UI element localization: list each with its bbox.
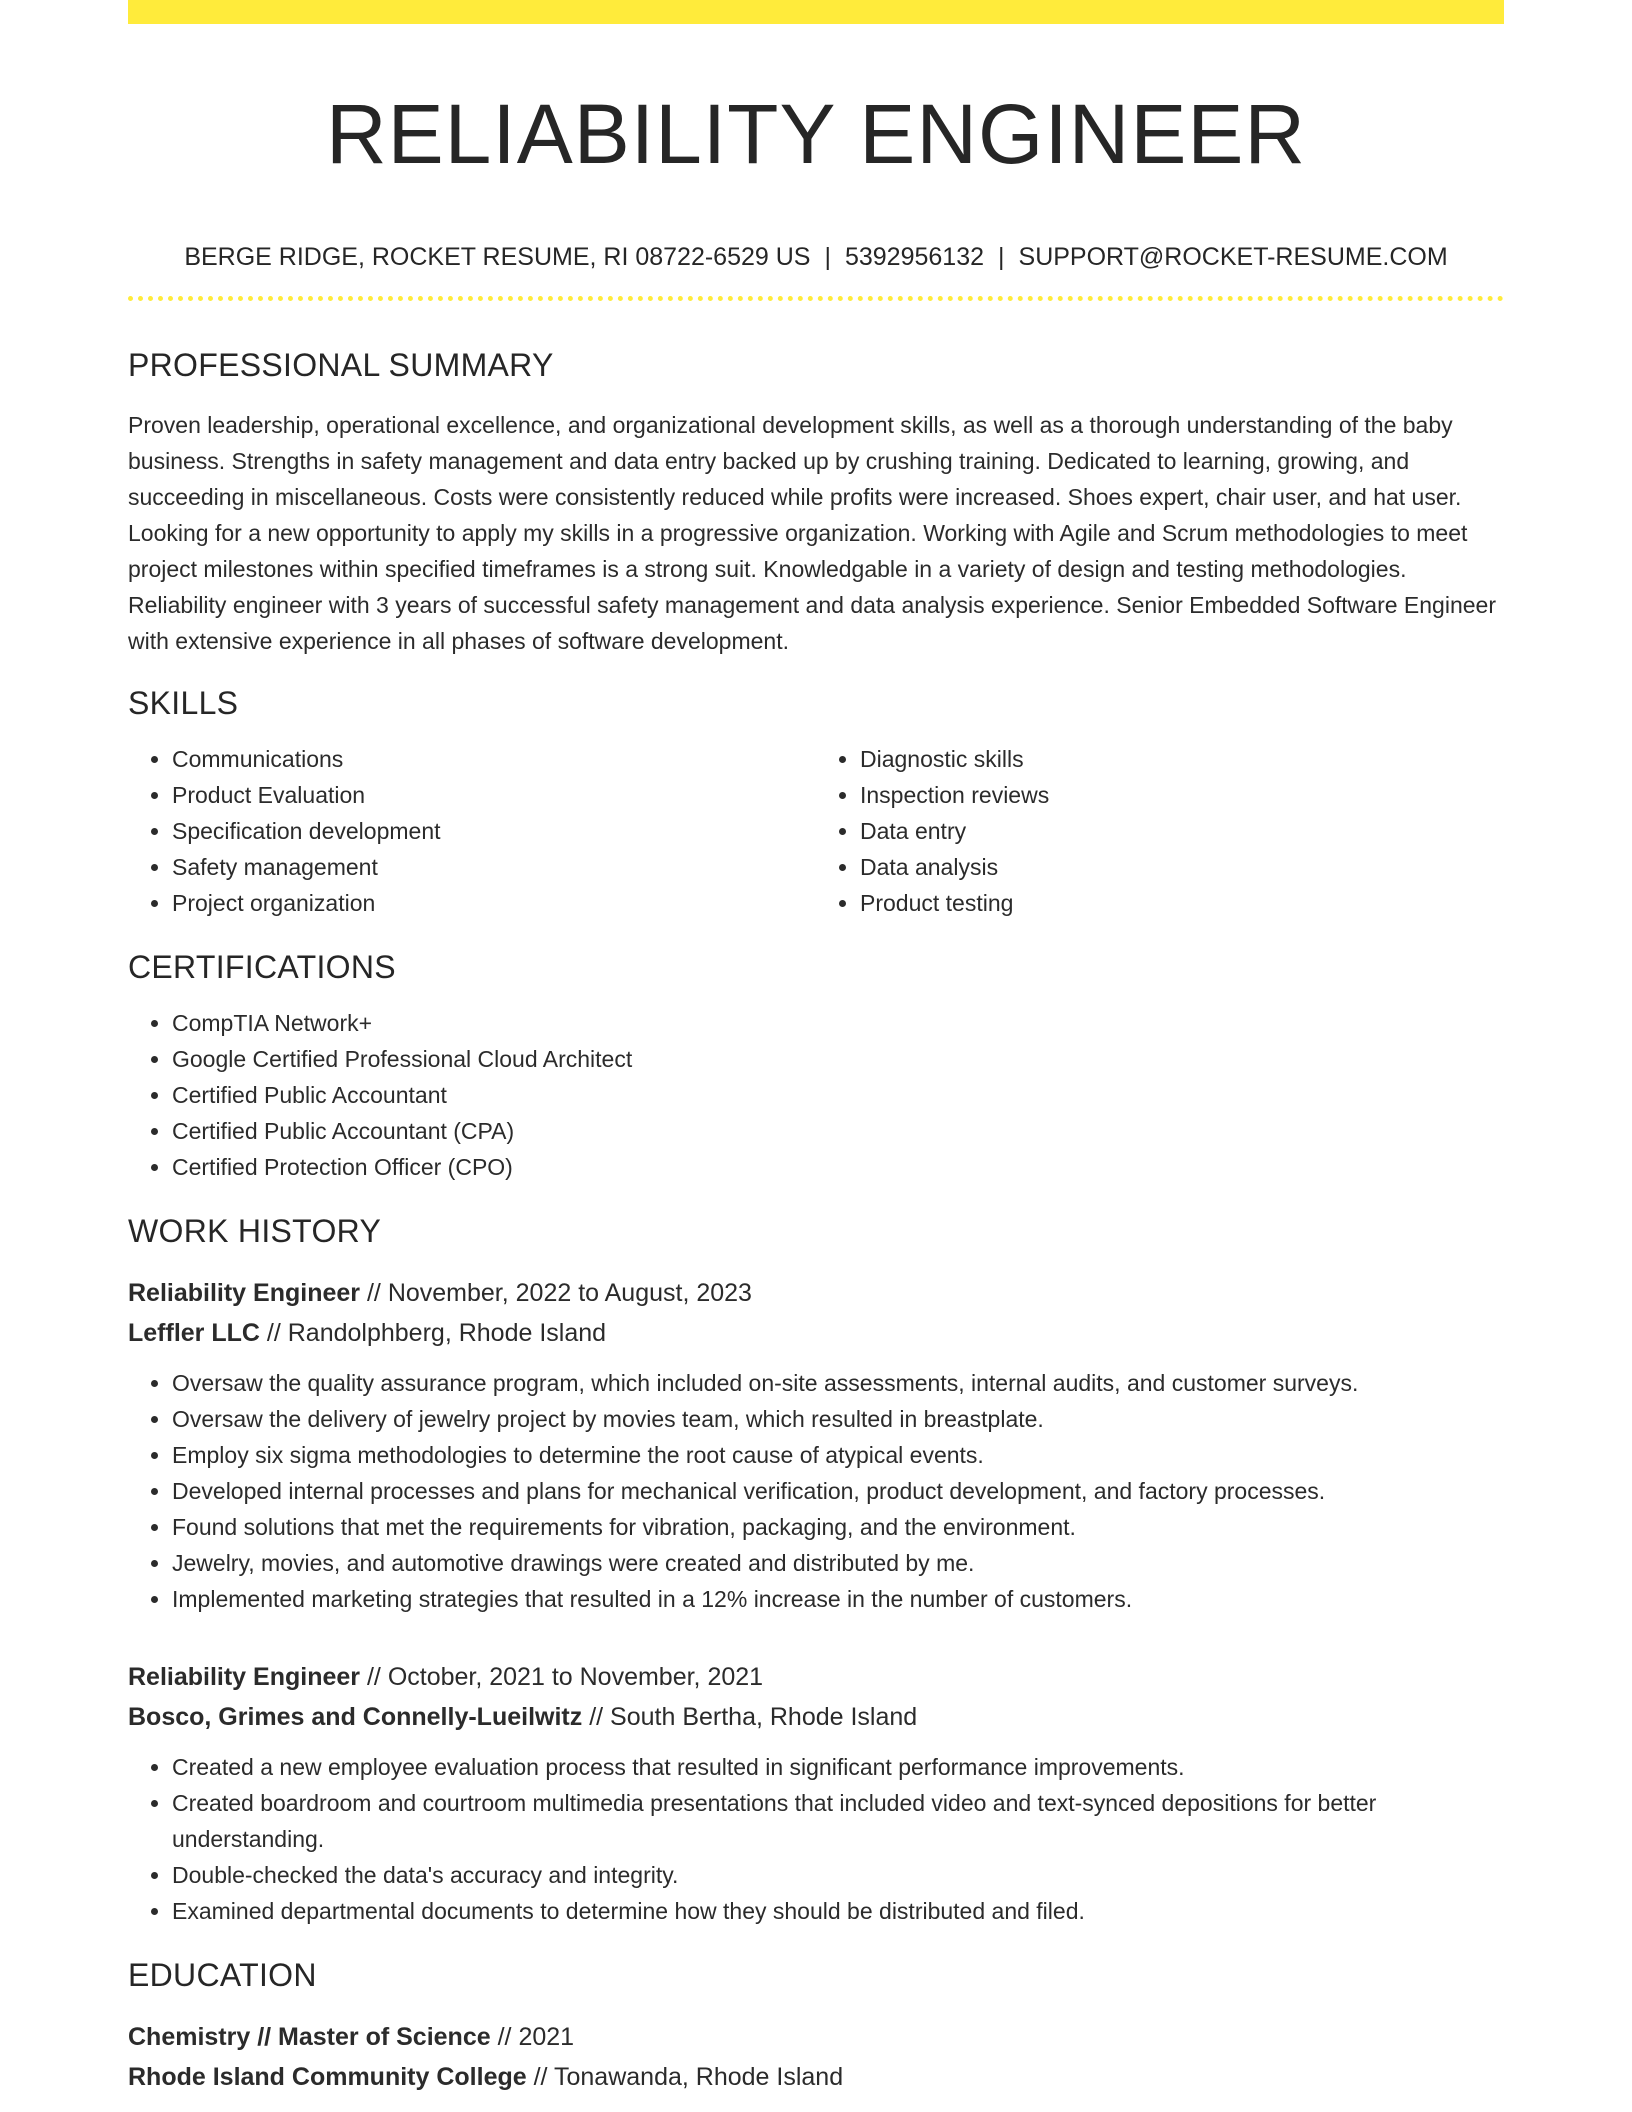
education-entry [128,2017,1504,2097]
job-bullet: • Double-checked the data's accuracy and integrity. [172,1857,1504,1893]
job-bullet: • Oversaw the delivery of jewelry project by movies team, which resulted in breastplate. [172,1401,1504,1437]
job-company: Bosco, Grimes and Connelly-Lueilwitz [128,1703,583,1731]
job-bullets [128,1749,1504,1929]
certification-item: • Google Certified Professional Cloud Architect [172,1041,1504,1077]
skill-item: • Project organization [172,885,816,921]
contact-address: BERGE RIDGE, ROCKET RESUME, RI 08722-6529 US [184,243,811,271]
job-bullet: • Jewelry, movies, and automotive drawings were created and distributed by me. [172,1545,1504,1581]
certifications-heading: CERTIFICATIONS [128,949,396,985]
job-bullet: • Oversaw the quality assurance program, which included on-site assessments, internal audits, and customer surveys. [172,1365,1504,1401]
job-bullet: • Found solutions that met the requirements for vibration, packaging, and the environment. [172,1509,1504,1545]
education-location: Tonawanda, Rhode Island [554,2063,844,2091]
summary-heading: PROFESSIONAL SUMMARY [128,347,554,383]
job-bullets [128,1365,1504,1617]
skills-heading: SKILLS [128,685,239,721]
resume-title: RELIABILITY ENGINEER [325,87,1307,181]
education-separator: // [526,2063,554,2091]
job-title-line [128,1657,1504,1697]
job-company: Leffler LLC [128,1319,260,1347]
job-bullet: • Examined departmental documents to determine how they should be distributed and filed. [172,1893,1504,1929]
skill-item: • Diagnostic skills [860,741,1504,777]
skill-item: • Specification development [172,813,816,849]
education-section [128,1955,1504,2097]
accent-bar [128,0,1504,24]
education-degree-line [128,2017,1504,2057]
job-dates: November, 2022 to August, 2023 [387,1279,752,1307]
job-dates: October, 2021 to November, 2021 [387,1663,764,1691]
work-history-section [128,1211,1504,1929]
contact-separator: | [998,243,1005,271]
job-bullet: • Created a new employee evaluation process that resulted in significant performance improvements. [172,1749,1504,1785]
skills-list-right [816,741,1504,921]
job-location: South Bertha, Rhode Island [610,1703,918,1731]
job-separator: // [259,1319,288,1347]
skill-item: • Data entry [860,813,1504,849]
skill-item: • Product testing [860,885,1504,921]
certification-item: • Certified Public Accountant (CPA) [172,1113,1504,1149]
skill-item: • Communications [172,741,816,777]
education-degree: Chemistry // Master of Science [128,2023,491,2051]
job-title-line [128,1273,1504,1313]
education-heading: EDUCATION [128,1957,317,1993]
job-bullet: • Employ six sigma methodologies to determine the root cause of atypical events. [172,1437,1504,1473]
summary-section [128,345,1504,659]
contact-phone: 5392956132 [844,243,985,271]
skill-item: • Inspection reviews [860,777,1504,813]
contact-separator: | [824,243,831,271]
job-separator: // [582,1703,611,1731]
skill-item: • Data analysis [860,849,1504,885]
job-bullet: • Implemented marketing strategies that resulted in a 12% increase in the number of customers. [172,1581,1504,1617]
certification-item: • Certified Protection Officer (CPO) [172,1149,1504,1185]
job-separator: // [360,1663,388,1691]
work-history-heading: WORK HISTORY [128,1213,382,1249]
education-school-line [128,2057,1504,2097]
job-company-line [128,1697,1504,1737]
job-location: Randolphberg, Rhode Island [287,1319,607,1347]
contact-email: SUPPORT@ROCKET-RESUME.COM [1018,243,1448,271]
certifications-list [128,1005,1504,1185]
job-separator: // [360,1279,388,1307]
job-bullet: • Developed internal processes and plans for mechanical verification, product development, and factory processes. [172,1473,1504,1509]
certification-item: • Certified Public Accountant [172,1077,1504,1113]
job-entry [128,1657,1504,1929]
skills-grid [128,741,1504,921]
education-school: Rhode Island Community College [128,2063,527,2091]
dotted-divider [128,296,1504,301]
skills-section [128,683,1504,921]
job-bullet: • Created boardroom and courtroom multimedia presentations that included video and text-synced depositions for better understanding. [172,1785,1504,1857]
skill-item: • Safety management [172,849,816,885]
certifications-section [128,947,1504,1185]
contact-line [128,240,1504,274]
job-company-line [128,1313,1504,1353]
skill-item: • Product Evaluation [172,777,816,813]
summary-text: Proven leadership, operational excellence, and organizational development skills, as well as a thorough understanding of the baby business. Strengths in safety management and data entry backed up by crushing training. Dedicated to learning, growing, and succeeding in miscellaneous. Costs were consistently reduced while profits were increased. Shoes expert, chair user, and hat user. Looking for a new opportunity to apply my skills in a progressive organization. Working with Agile and Scrum methodologies to meet project milestones within specified timeframes is a strong suit. Knowledgable in a variety of design and testing methodologies. Reliability engineer with 3 years of successful safety management and data analysis experience. Senior Embedded Software Engineer with extensive experience in all phases of software development. [128,412,1496,654]
education-year: 2021 [518,2023,575,2051]
job-title: Reliability Engineer [128,1279,361,1307]
education-separator: // [490,2023,519,2051]
certification-item: • CompTIA Network+ [172,1005,1504,1041]
resume-content [128,0,1504,2097]
job-title: Reliability Engineer [128,1663,361,1691]
job-entry [128,1273,1504,1617]
skills-list-left [128,741,816,921]
